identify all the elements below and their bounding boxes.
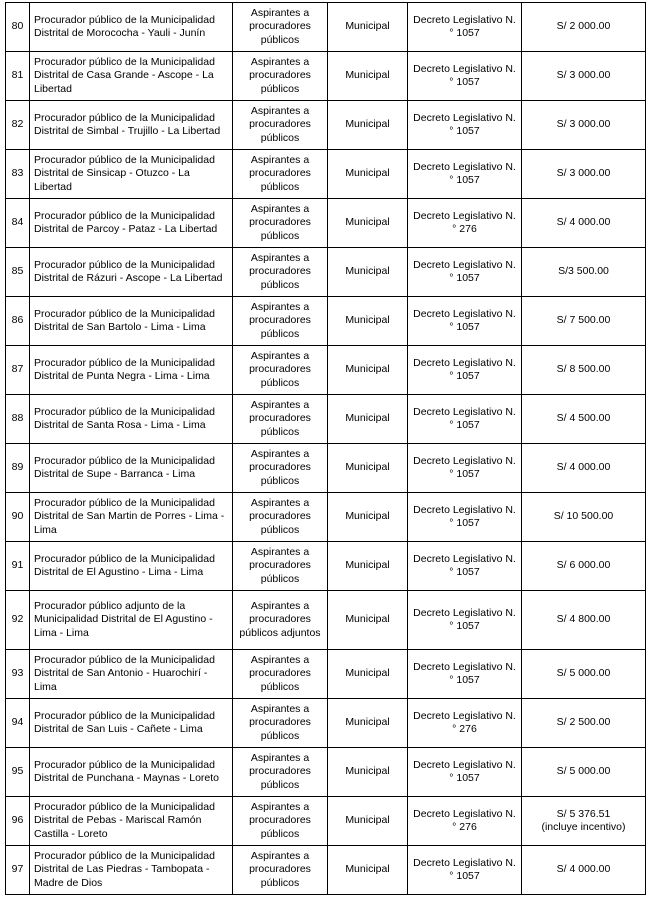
remuneracion-cell [522, 346, 646, 395]
cargo-cell [30, 542, 233, 591]
cargo-cell [30, 101, 233, 150]
remuneracion-cell-text: S/ 2 000.00 [556, 20, 611, 33]
cargo-cell-text: Procurador público adjunto de la Municipalidad Distrital de El Agustino - Lima - Lima [34, 600, 213, 639]
table-body [6, 3, 646, 895]
perfil-cell [233, 52, 328, 101]
row-number-text: 87 [11, 363, 24, 376]
row-number [6, 444, 30, 493]
row-number-text: 84 [11, 216, 24, 229]
row-number-text: 80 [11, 20, 24, 33]
row-number [6, 650, 30, 699]
cargo-cell-text: Procurador público de la Municipalidad Distrital de El Agustino - Lima - Lima [34, 552, 215, 578]
row-number-text: 81 [11, 69, 24, 82]
nivel-cell-text: Municipal [345, 765, 390, 778]
remuneracion-cell [522, 650, 646, 699]
regimen-cell-text: Decreto Legislativo N.° 1057 [413, 503, 516, 529]
cargo-cell [30, 797, 233, 846]
table-row [6, 395, 646, 444]
regimen-cell [408, 493, 522, 542]
regimen-cell-text: Decreto Legislativo N.° 1057 [413, 552, 516, 578]
perfil-cell-text: Aspirantes a procuradores públicos adjuntos [239, 600, 321, 639]
row-number [6, 101, 30, 150]
table-row [6, 346, 646, 395]
regimen-cell-text: Decreto Legislativo N.° 276 [413, 209, 516, 235]
perfil-cell-text: Aspirantes a procuradores públicos [249, 850, 311, 889]
cargo-cell [30, 297, 233, 346]
perfil-cell [233, 846, 328, 895]
perfil-cell-text: Aspirantes a procuradores públicos [249, 56, 311, 95]
nivel-cell-text: Municipal [345, 265, 390, 278]
nivel-cell [328, 748, 408, 797]
procuradores-table [5, 2, 646, 895]
row-number-text: 93 [11, 667, 24, 680]
row-number [6, 297, 30, 346]
cargo-cell-text: Procurador público de la Municipalidad Distrital de Punchana - Maynas - Loreto [34, 758, 220, 784]
regimen-cell [408, 101, 522, 150]
row-number [6, 699, 30, 748]
nivel-cell-text: Municipal [345, 461, 390, 474]
table-row [6, 797, 646, 846]
nivel-cell [328, 52, 408, 101]
regimen-cell-text: Decreto Legislativo N.° 1057 [413, 405, 516, 431]
remuneracion-cell [522, 3, 646, 52]
remuneracion-cell [522, 591, 646, 650]
row-number [6, 846, 30, 895]
perfil-cell-text: Aspirantes a procuradores públicos [249, 654, 311, 693]
row-number [6, 542, 30, 591]
regimen-cell-text: Decreto Legislativo N.° 1057 [413, 111, 516, 137]
nivel-cell-text: Municipal [345, 510, 390, 523]
regimen-cell [408, 297, 522, 346]
row-number [6, 248, 30, 297]
nivel-cell [328, 493, 408, 542]
cargo-cell-text: Procurador público de la Municipalidad Distrital de San Antonio - Huarochirí - Lima [34, 654, 215, 693]
regimen-cell [408, 346, 522, 395]
perfil-cell-text: Aspirantes a procuradores públicos [249, 203, 311, 242]
nivel-cell [328, 542, 408, 591]
perfil-cell [233, 797, 328, 846]
row-number [6, 797, 30, 846]
perfil-cell [233, 3, 328, 52]
remuneracion-cell-text: S/3 500.00 [558, 265, 609, 278]
table-row [6, 101, 646, 150]
remuneracion-cell [522, 748, 646, 797]
nivel-cell-text: Municipal [345, 363, 390, 376]
regimen-cell [408, 444, 522, 493]
remuneracion-cell [522, 150, 646, 199]
perfil-cell [233, 591, 328, 650]
cargo-cell [30, 150, 233, 199]
remuneracion-cell [522, 699, 646, 748]
remuneracion-cell [522, 199, 646, 248]
row-number-text: 85 [11, 265, 24, 278]
perfil-cell-text: Aspirantes a procuradores públicos [249, 301, 311, 340]
nivel-cell [328, 346, 408, 395]
cargo-cell-text: Procurador público de la Municipalidad Distrital de Parcoy - Pataz - La Libertad [34, 209, 218, 235]
table-row [6, 3, 646, 52]
row-number [6, 150, 30, 199]
perfil-cell [233, 199, 328, 248]
regimen-cell [408, 591, 522, 650]
row-number-text: 82 [11, 118, 24, 131]
row-number-text: 89 [11, 461, 24, 474]
row-number [6, 346, 30, 395]
cargo-cell [30, 699, 233, 748]
perfil-cell-text: Aspirantes a procuradores públicos [249, 7, 311, 46]
row-number [6, 591, 30, 650]
remuneracion-cell-text: S/ 4 000.00 [556, 216, 611, 229]
nivel-cell-text: Municipal [345, 559, 390, 572]
nivel-cell [328, 248, 408, 297]
regimen-cell-text: Decreto Legislativo N.° 1057 [413, 13, 516, 39]
nivel-cell-text: Municipal [345, 863, 390, 876]
perfil-cell-text: Aspirantes a procuradores públicos [249, 703, 311, 742]
perfil-cell [233, 444, 328, 493]
table-row [6, 297, 646, 346]
perfil-cell [233, 297, 328, 346]
table-row [6, 150, 646, 199]
remuneracion-cell [522, 297, 646, 346]
nivel-cell-text: Municipal [345, 314, 390, 327]
perfil-cell [233, 650, 328, 699]
nivel-cell-text: Municipal [345, 814, 390, 827]
nivel-cell-text: Municipal [345, 69, 390, 82]
perfil-cell [233, 699, 328, 748]
perfil-cell-text: Aspirantes a procuradores públicos [249, 154, 311, 193]
remuneracion-cell [522, 444, 646, 493]
remuneracion-cell-text: S/ 3 000.00 [556, 118, 611, 131]
perfil-cell [233, 101, 328, 150]
nivel-cell [328, 199, 408, 248]
row-number [6, 52, 30, 101]
cargo-cell-text: Procurador público de la Municipalidad Distrital de Morococha - Yauli - Junín [34, 13, 215, 39]
row-number [6, 493, 30, 542]
perfil-cell-text: Aspirantes a procuradores públicos [249, 105, 311, 144]
row-number-text: 94 [11, 716, 24, 729]
remuneracion-cell-text: S/ 3 000.00 [556, 69, 611, 82]
cargo-cell-text: Procurador público de la Municipalidad Distrital de San Bartolo - Lima - Lima [34, 307, 215, 333]
table-row [6, 591, 646, 650]
regimen-cell-text: Decreto Legislativo N.° 1057 [413, 758, 516, 784]
remuneracion-cell-text: S/ 5 376.51 [556, 807, 611, 820]
table-row [6, 748, 646, 797]
nivel-cell-text: Municipal [345, 716, 390, 729]
regimen-cell-text: Decreto Legislativo N.° 276 [413, 709, 516, 735]
perfil-cell [233, 248, 328, 297]
perfil-cell-text: Aspirantes a procuradores públicos [249, 546, 311, 585]
row-number-text: 83 [11, 167, 24, 180]
remuneracion-cell [522, 797, 646, 846]
regimen-cell [408, 797, 522, 846]
regimen-cell [408, 248, 522, 297]
regimen-cell-text: Decreto Legislativo N.° 276 [413, 807, 516, 833]
cargo-cell [30, 444, 233, 493]
cargo-cell [30, 846, 233, 895]
remuneracion-cell-text: S/ 3 000.00 [556, 167, 611, 180]
remuneracion-cell-text: S/ 2 500.00 [556, 716, 611, 729]
table-row [6, 248, 646, 297]
regimen-cell-text: Decreto Legislativo N.° 1057 [413, 160, 516, 186]
cargo-cell-text: Procurador público de la Municipalidad Distrital de Santa Rosa - Lima - Lima [34, 405, 215, 431]
row-number-text: 96 [11, 814, 24, 827]
perfil-cell-text: Aspirantes a procuradores públicos [249, 497, 311, 536]
perfil-cell [233, 150, 328, 199]
row-number [6, 395, 30, 444]
regimen-cell-text: Decreto Legislativo N.° 1057 [413, 606, 516, 632]
cargo-cell [30, 248, 233, 297]
remuneracion-cell-text: S/ 6 000.00 [556, 559, 611, 572]
row-number-text: 90 [11, 510, 24, 523]
cargo-cell-text: Procurador público de la Municipalidad Distrital de Supe - Barranca - Lima [34, 454, 215, 480]
row-number-text: 97 [11, 863, 24, 876]
remuneracion-cell-text: S/ 7 500.00 [556, 314, 611, 327]
remuneracion-cell [522, 101, 646, 150]
regimen-cell [408, 3, 522, 52]
row-number [6, 748, 30, 797]
cargo-cell-text: Procurador público de la Municipalidad Distrital de Sinsicap - Otuzco - La Libertad [34, 154, 215, 193]
nivel-cell [328, 797, 408, 846]
cargo-cell [30, 199, 233, 248]
nivel-cell-text: Municipal [345, 667, 390, 680]
cargo-cell-text: Procurador público de la Municipalidad Distrital de Las Piedras - Tambopata - Madre de Dios [34, 850, 215, 889]
nivel-cell [328, 591, 408, 650]
regimen-cell-text: Decreto Legislativo N.° 1057 [413, 856, 516, 882]
cargo-cell-text: Procurador público de la Municipalidad Distrital de Pebas - Mariscal Ramón Castilla - Loreto [34, 801, 215, 840]
nivel-cell-text: Municipal [345, 412, 390, 425]
cargo-cell [30, 395, 233, 444]
nivel-cell [328, 3, 408, 52]
remuneracion-cell [522, 493, 646, 542]
nivel-cell [328, 297, 408, 346]
nivel-cell [328, 101, 408, 150]
regimen-cell-text: Decreto Legislativo N.° 1057 [413, 258, 516, 284]
regimen-cell-text: Decreto Legislativo N.° 1057 [413, 62, 516, 88]
remuneracion-note: (incluye incentivo) [541, 821, 626, 833]
row-number-text: 92 [11, 613, 24, 626]
row-number-text: 95 [11, 765, 24, 778]
table-row [6, 542, 646, 591]
perfil-cell [233, 748, 328, 797]
regimen-cell-text: Decreto Legislativo N.° 1057 [413, 454, 516, 480]
table-row [6, 493, 646, 542]
nivel-cell-text: Municipal [345, 216, 390, 229]
remuneracion-cell-text: S/ 5 000.00 [556, 667, 611, 680]
remuneracion-cell [522, 395, 646, 444]
row-number-text: 91 [11, 559, 24, 572]
regimen-cell [408, 542, 522, 591]
perfil-cell-text: Aspirantes a procuradores públicos [249, 350, 311, 389]
cargo-cell-text: Procurador público de la Municipalidad Distrital de San Luis - Cañete - Lima [34, 709, 215, 735]
remuneracion-cell-text: S/ 4 800.00 [556, 613, 611, 626]
regimen-cell [408, 199, 522, 248]
nivel-cell-text: Municipal [345, 20, 390, 33]
cargo-cell [30, 3, 233, 52]
row-number-text: 86 [11, 314, 24, 327]
cargo-cell-text: Procurador público de la Municipalidad Distrital de San Martin de Porres - Lima - Lima [34, 497, 225, 536]
nivel-cell-text: Municipal [345, 118, 390, 131]
cargo-cell [30, 591, 233, 650]
cargo-cell-text: Procurador público de la Municipalidad Distrital de Punta Negra - Lima - Lima [34, 356, 215, 382]
perfil-cell [233, 346, 328, 395]
row-number [6, 199, 30, 248]
nivel-cell-text: Municipal [345, 613, 390, 626]
table-row [6, 199, 646, 248]
regimen-cell-text: Decreto Legislativo N.° 1057 [413, 307, 516, 333]
regimen-cell [408, 150, 522, 199]
nivel-cell [328, 846, 408, 895]
regimen-cell [408, 52, 522, 101]
perfil-cell [233, 395, 328, 444]
cargo-cell-text: Procurador público de la Municipalidad Distrital de Casa Grande - Ascope - La Libertad [34, 56, 215, 95]
row-number [6, 3, 30, 52]
perfil-cell [233, 542, 328, 591]
perfil-cell-text: Aspirantes a procuradores públicos [249, 752, 311, 791]
perfil-cell-text: Aspirantes a procuradores públicos [249, 801, 311, 840]
nivel-cell-text: Municipal [345, 167, 390, 180]
cargo-cell [30, 346, 233, 395]
regimen-cell [408, 650, 522, 699]
cargo-cell-text: Procurador público de la Municipalidad Distrital de Rázuri - Ascope - La Libertad [34, 258, 223, 284]
regimen-cell-text: Decreto Legislativo N.° 1057 [413, 356, 516, 382]
regimen-cell-text: Decreto Legislativo N.° 1057 [413, 660, 516, 686]
remuneracion-cell [522, 52, 646, 101]
table-row [6, 52, 646, 101]
cargo-cell-text: Procurador público de la Municipalidad Distrital de Simbal - Trujillo - La Libertad [34, 111, 221, 137]
nivel-cell [328, 699, 408, 748]
table-row [6, 650, 646, 699]
cargo-cell [30, 748, 233, 797]
table-row [6, 444, 646, 493]
table-row [6, 846, 646, 895]
nivel-cell [328, 444, 408, 493]
perfil-cell-text: Aspirantes a procuradores públicos [249, 448, 311, 487]
remuneracion-cell [522, 846, 646, 895]
regimen-cell [408, 846, 522, 895]
regimen-cell [408, 395, 522, 444]
regimen-cell [408, 699, 522, 748]
remuneracion-cell-text: S/ 8 500.00 [556, 363, 611, 376]
row-number-text: 88 [11, 412, 24, 425]
cargo-cell [30, 493, 233, 542]
regimen-cell [408, 748, 522, 797]
nivel-cell [328, 650, 408, 699]
table-row [6, 699, 646, 748]
cargo-cell [30, 650, 233, 699]
remuneracion-cell-text: S/ 4 500.00 [556, 412, 611, 425]
perfil-cell [233, 493, 328, 542]
nivel-cell [328, 395, 408, 444]
perfil-cell-text: Aspirantes a procuradores públicos [249, 252, 311, 291]
remuneracion-cell [522, 248, 646, 297]
remuneracion-cell-text: S/ 4 000.00 [556, 461, 611, 474]
cargo-cell [30, 52, 233, 101]
perfil-cell-text: Aspirantes a procuradores públicos [249, 399, 311, 438]
remuneracion-cell-text: S/ 4 000.00 [556, 863, 611, 876]
remuneracion-cell-text: S/ 10 500.00 [553, 510, 614, 523]
remuneracion-cell-text: S/ 5 000.00 [556, 765, 611, 778]
remuneracion-cell [522, 542, 646, 591]
nivel-cell [328, 150, 408, 199]
